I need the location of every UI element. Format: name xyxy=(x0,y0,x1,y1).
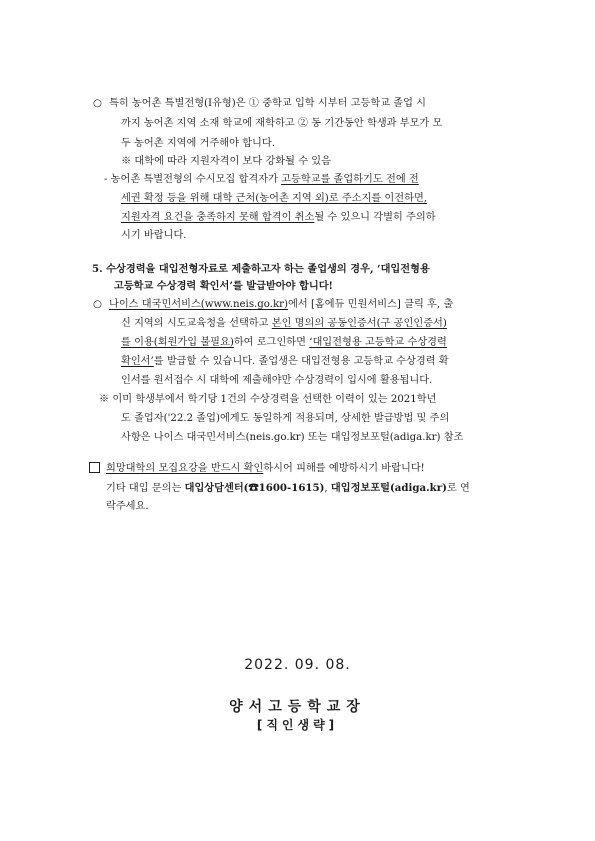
paragraph-line xyxy=(121,336,447,350)
closing-line-2 xyxy=(106,481,470,496)
info-portal: 대입정보포털(adiga.kr) xyxy=(330,482,447,494)
paragraph-text: 하여 로그인하면 xyxy=(233,337,310,348)
closing-line-1 xyxy=(106,462,425,476)
paragraph-line xyxy=(121,355,449,369)
closing-text: 로 연 xyxy=(446,483,470,494)
section-5-heading-cont: 고등학교 수상경력 확인서’를 발급받아야 합니다! xyxy=(114,280,334,292)
bullet: ○ xyxy=(93,299,102,310)
paragraph-line xyxy=(121,317,447,331)
checkbox-icon xyxy=(89,462,100,477)
paragraph-line: 인서를 원서접수 시 대학에 제출해야만 수상경력이 입시에 활용됩니다. xyxy=(121,375,433,386)
closing-text: 기타 대입 문의는 xyxy=(106,483,185,494)
closing-text: , xyxy=(324,483,331,494)
warning-underlined: 고등학교를 졸업하기도 전에 전 xyxy=(281,174,419,185)
paragraph-underlined: 본인 명의의 공동인증서(구 공인인증서) xyxy=(271,318,447,329)
paragraph-text: 에서 [홈에듀 민원서비스] 클릭 후, 출 xyxy=(288,299,454,310)
paragraph-text: 를 발급할 수 있습니다. 졸업생은 대입전형용 고등학교 수상경력 확 xyxy=(153,356,449,367)
warning-line-4: 시기 바랍니다. xyxy=(121,230,187,241)
seal-omitted-note: [직인생략] xyxy=(256,718,339,732)
paragraph-line: 까지 농어촌 지역 소재 학교에 재학하고 ② 동 기간동안 학생과 부모가 모 xyxy=(121,118,443,129)
document-date: 2022. 09. 08. xyxy=(244,657,351,673)
signer-name: 양서고등학교장 xyxy=(229,699,366,715)
counsel-center: 대입상담센터(☎1600-1615) xyxy=(184,482,325,494)
note-line: 도 졸업자('22.2 졸업)에게도 동일하게 적용되며, 상세한 발급방법 및 주의 xyxy=(121,413,450,424)
warning-line-1 xyxy=(104,173,419,187)
closing-underlined: 희망대학의 모집요강을 반드시 확인 xyxy=(106,463,264,474)
closing-line-3: 락주세요. xyxy=(106,501,149,512)
paragraph-line: 두 농어촌 지역에 거주해야 합니다. xyxy=(121,138,275,149)
note-line: ※ 이미 학생부에서 학기당 1건의 수상경력을 선택한 이력이 있는 2021학년 xyxy=(99,394,437,405)
paragraph-text: 신 지역의 시도교육청을 선택하고 xyxy=(121,318,272,329)
warning-text: - 농어촌 특별전형의 수시모집 합격자가 xyxy=(104,174,282,185)
paragraph-underlined: ‘대입전형용 고등학교 수상경력 xyxy=(309,337,447,348)
warning-underlined: 지원자격 요건을 충족하지 못해 합격이 취소 xyxy=(121,212,315,223)
warning-text: 될 수 있으니 각별히 주의하 xyxy=(314,212,436,223)
warning-line-3 xyxy=(121,211,436,225)
paragraph-line xyxy=(109,298,453,312)
section-5-heading: 5. 수상경력을 대입전형자료로 제출하고자 하는 졸업생의 경우, ‘대입전형용 xyxy=(92,263,430,275)
paragraph-underlined: 확인서’ xyxy=(121,356,154,367)
warning-line-2: 세권 확정 등을 위해 대학 근처(농어촌 지역 외)로 주소지를 이전하면, xyxy=(121,193,428,204)
closing-text: 하시어 피해를 예방하시기 바랍니다! xyxy=(263,463,425,474)
note-line: 사항은 나이스 대국민서비스(neis.go.kr) 또는 대입정보포털(adiga.kr) 참조 xyxy=(121,432,464,443)
paragraph-underlined: 를 이용(회원가입 불필요) xyxy=(121,337,234,348)
neis-link-text: 나이스 대국민서비스(www.neis.go.kr) xyxy=(109,299,289,310)
paragraph-line: 특히 농어촌 특별전형(Ⅰ유형)은 ① 중학교 입학 시부터 고등학교 졸업 시 xyxy=(109,98,427,109)
bullet: ○ xyxy=(93,98,102,109)
note-line: ※ 대학에 따라 지원자격이 보다 강화될 수 있음 xyxy=(121,156,331,167)
